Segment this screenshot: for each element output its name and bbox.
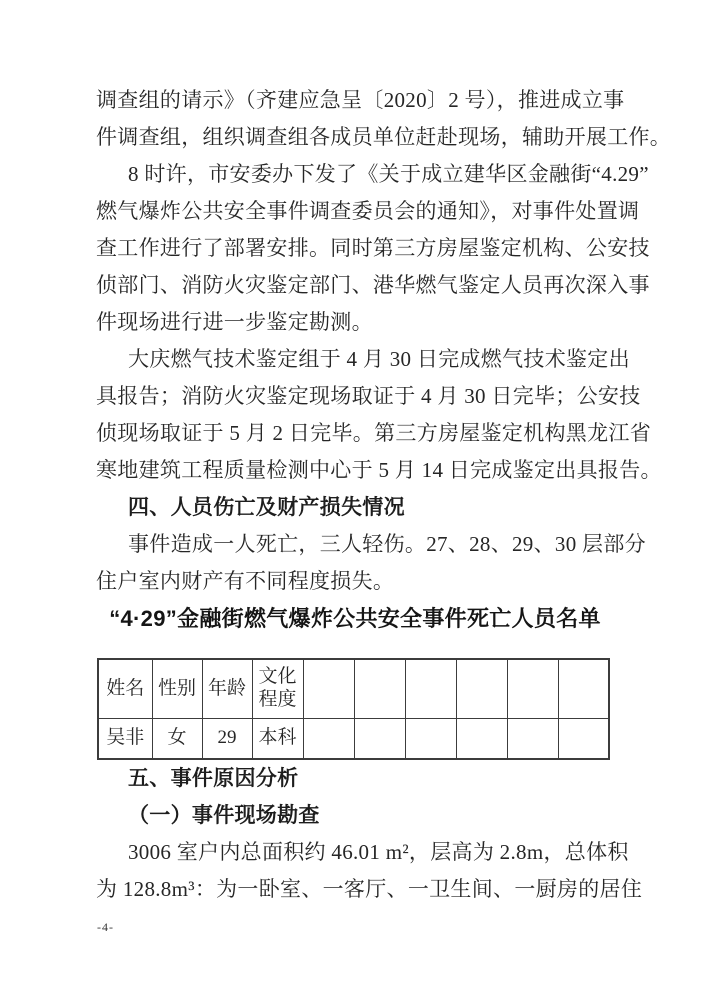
table-cell: 吴非 bbox=[98, 719, 152, 760]
paragraph-line: 侦现场取证于 5 月 2 日完毕。第三方房屋鉴定机构黑龙江省 bbox=[96, 421, 651, 445]
casualty-table-title: “4·29”金融街燃气爆炸公共安全事件死亡人员名单 bbox=[109, 606, 601, 631]
paragraph-line: 侦部门、消防火灾鉴定部门、港华燃气鉴定人员再次深入事 bbox=[96, 273, 650, 297]
paragraph-line: 调查组的请示》（齐建应急呈〔2020〕2 号），推进成立事 bbox=[96, 88, 625, 112]
table-header-cell bbox=[303, 659, 354, 719]
table-cell: 本科 bbox=[252, 719, 303, 760]
paragraph-line: 大庆燃气技术鉴定组于 4 月 30 日完成燃气技术鉴定出 bbox=[128, 347, 630, 371]
table-header-cell bbox=[558, 659, 609, 719]
page-number: -4- bbox=[97, 920, 114, 934]
table-header-cell: 年龄 bbox=[202, 659, 252, 719]
document-body bbox=[96, 82, 672, 908]
paragraph-line: 8 时许，市安委办下发了《关于成立建华区金融街“4.29” bbox=[128, 162, 649, 186]
paragraph-line: 件现场进行进一步鉴定勘测。 bbox=[96, 310, 373, 334]
table-cell bbox=[507, 719, 558, 760]
paragraph-line: 住户室内财产有不同程度损失。 bbox=[96, 569, 395, 593]
paragraph-line: 件调查组，组织调查组各成员单位赶赴现场，辅助开展工作。 bbox=[96, 125, 672, 149]
table-header-cell: 文化程度 bbox=[252, 659, 303, 719]
table-header-cell bbox=[354, 659, 405, 719]
subsection-heading-scene-survey: （一）事件现场勘查 bbox=[128, 803, 320, 827]
paragraph-line: 为 128.8m³：为一卧室、一客厅、一卫生间、一厨房的居住 bbox=[96, 877, 643, 901]
paragraph-line: 查工作进行了部署安排。同时第三方房屋鉴定机构、公安技 bbox=[96, 236, 650, 260]
table-cell bbox=[303, 719, 354, 760]
table-row bbox=[98, 719, 609, 760]
paragraph-line: 燃气爆炸公共安全事件调查委员会的通知》，对事件处置调 bbox=[96, 199, 640, 223]
table-cell bbox=[354, 719, 405, 760]
table-header-cell: 姓名 bbox=[98, 659, 152, 719]
casualty-table bbox=[97, 658, 610, 760]
section-heading-casualties: 四、人员伤亡及财产损失情况 bbox=[128, 496, 405, 519]
table-cell: 29 bbox=[202, 719, 252, 760]
table-header-cell bbox=[507, 659, 558, 719]
table-header-row bbox=[98, 659, 609, 719]
table-cell bbox=[558, 719, 609, 760]
paragraph-line: 事件造成一人死亡，三人轻伤。27、28、29、30 层部分 bbox=[128, 532, 646, 556]
table-header-cell bbox=[456, 659, 507, 719]
table-header-cell: 性别 bbox=[152, 659, 202, 719]
table-header-cell bbox=[405, 659, 456, 719]
table-cell bbox=[405, 719, 456, 760]
paragraph-line: 寒地建筑工程质量检测中心于 5 月 14 日完成鉴定出具报告。 bbox=[96, 458, 662, 482]
paragraph-line: 具报告；消防火灾鉴定现场取证于 4 月 30 日完毕；公安技 bbox=[96, 384, 641, 408]
table-cell: 女 bbox=[152, 719, 202, 760]
section-heading-cause-analysis: 五、事件原因分析 bbox=[128, 767, 299, 790]
table-cell bbox=[456, 719, 507, 760]
paragraph-line: 3006 室户内总面积约 46.01 m²，层高为 2.8m，总体积 bbox=[128, 840, 629, 864]
